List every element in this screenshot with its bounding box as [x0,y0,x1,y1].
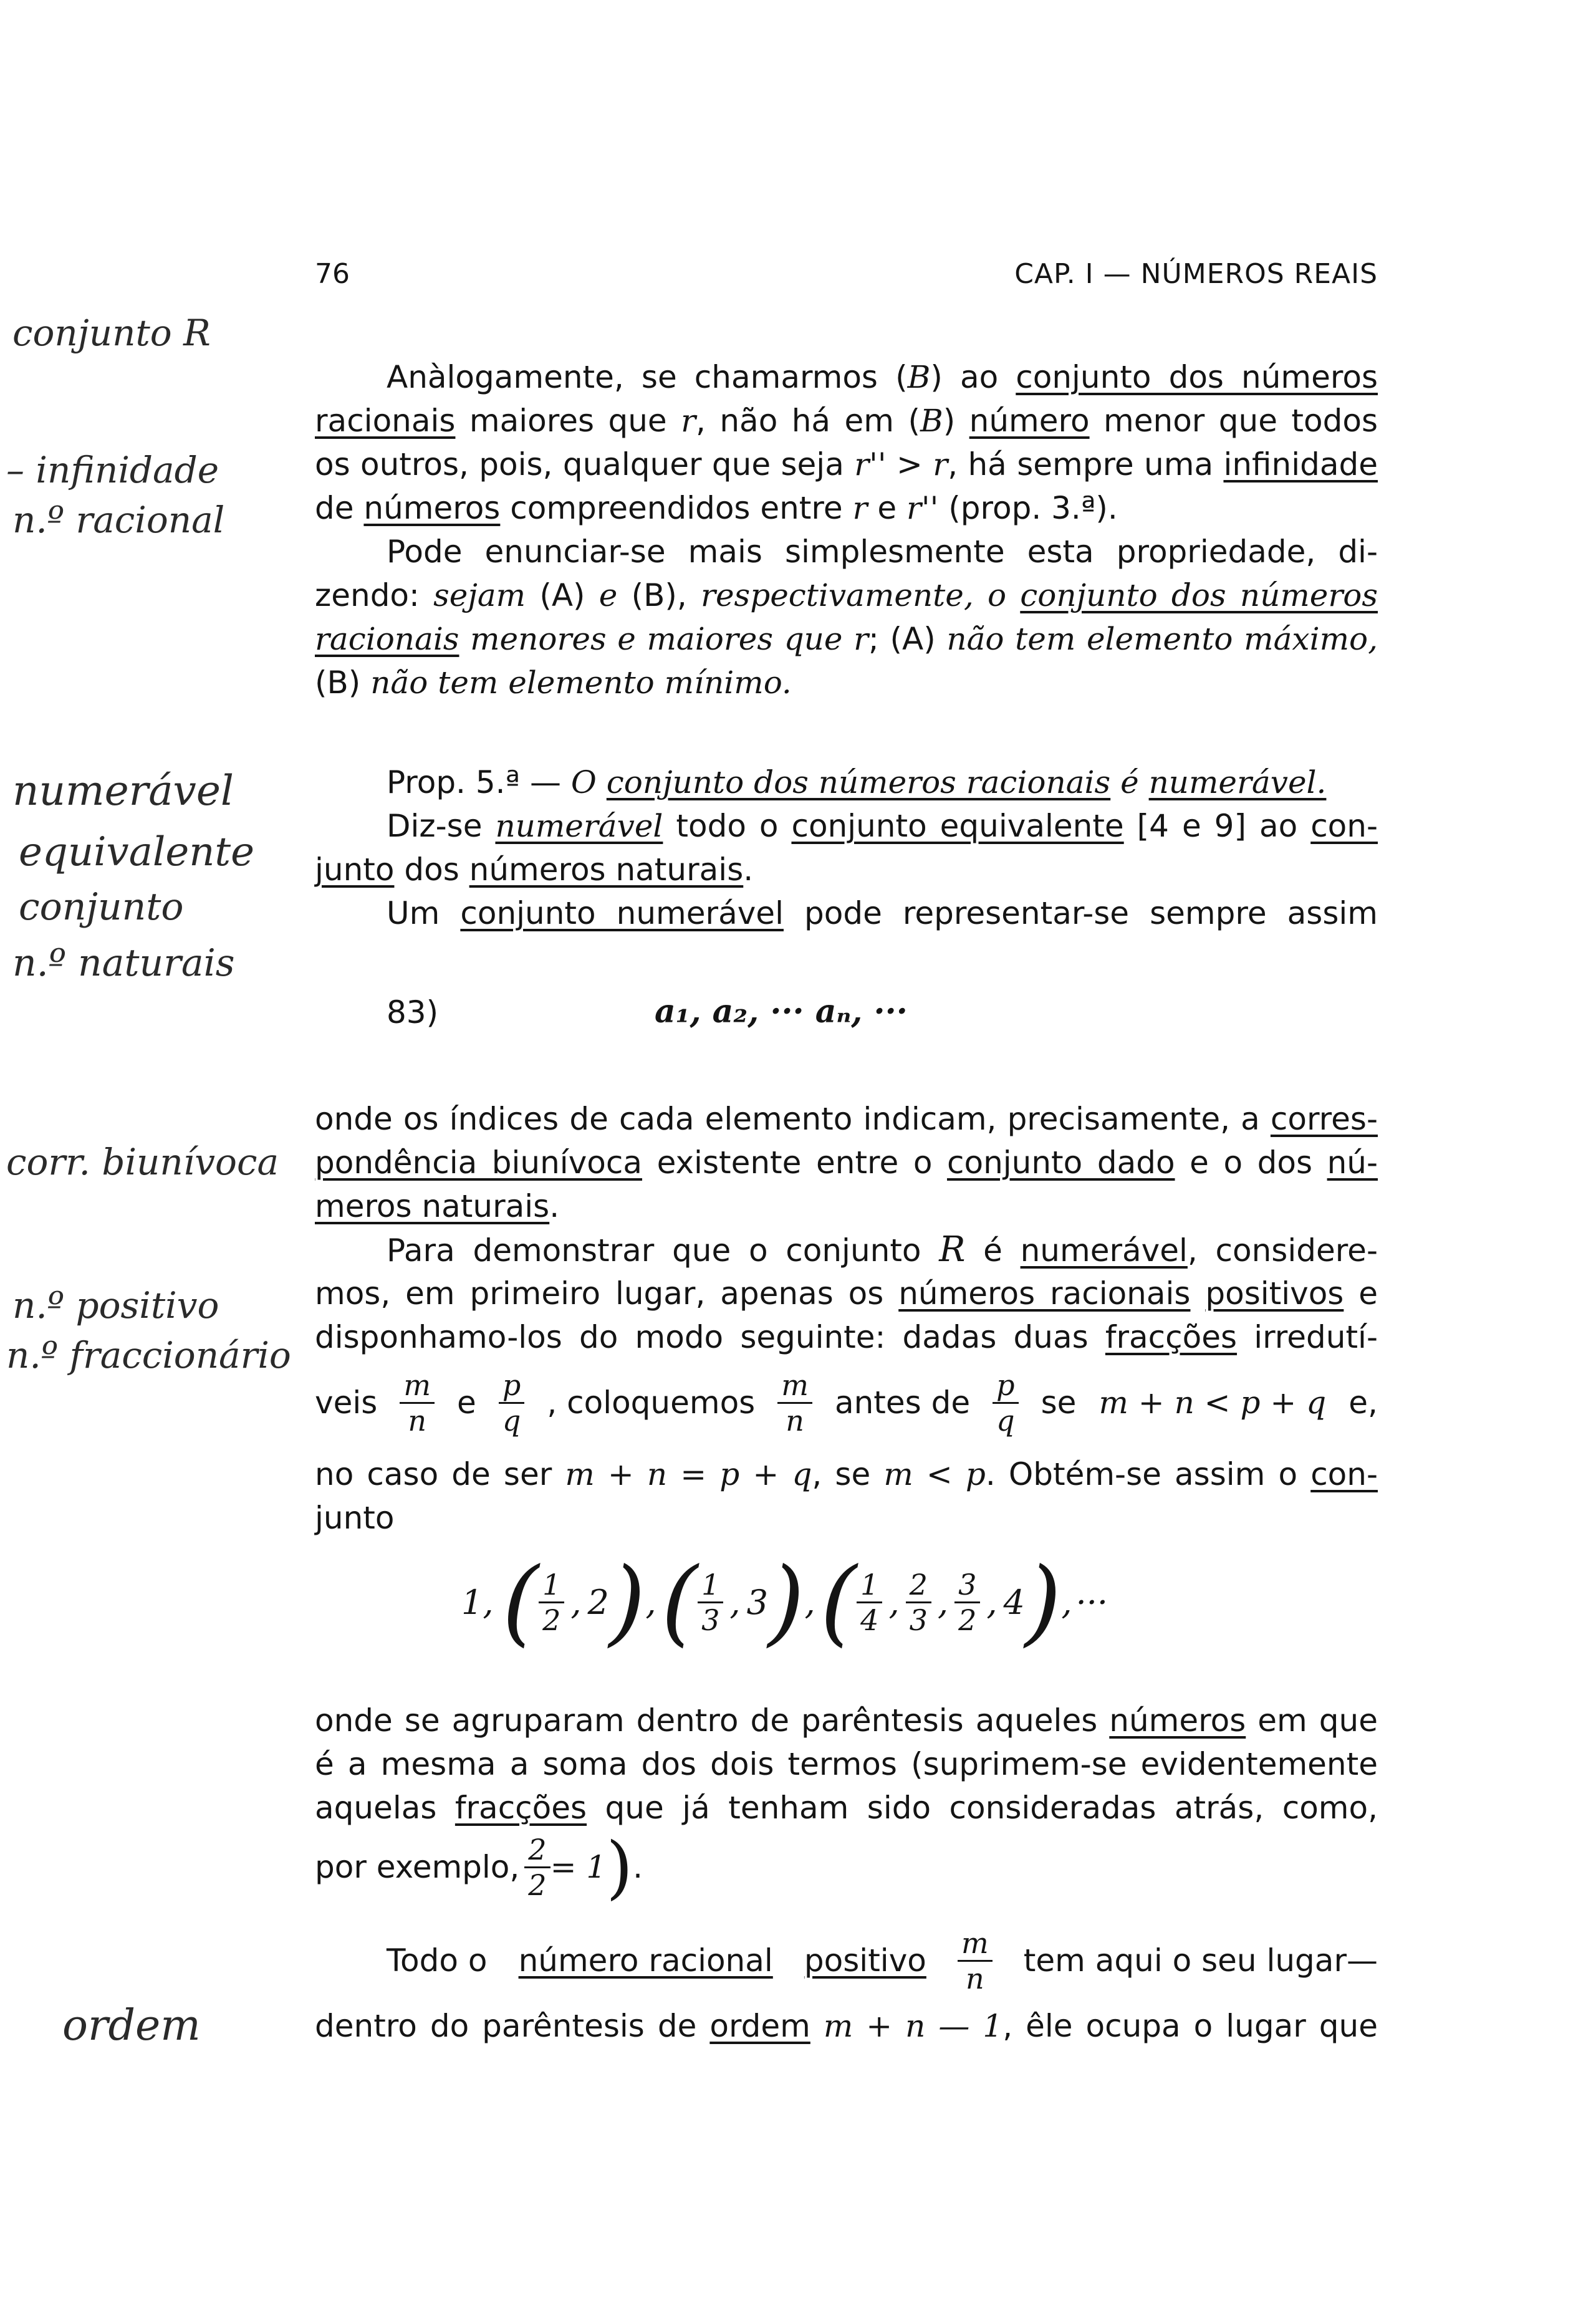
fraction-m-over-n-2: $\frac{m}{n}$ [777,1371,812,1435]
para1-line3: os outros, pois, qualquer que seja r'' > r, há sempre uma infinidade [315,446,1378,482]
margin-note-racional: n.º racional [12,499,225,541]
margin-note-conjunto-r: conjunto R [12,312,211,354]
margin-note-naturais: n.º naturais [12,941,235,985]
fraction-p-over-q: $\frac{p}{q}$ [499,1371,524,1435]
rep-line: Um conjunto numerável pode representar-se sempre assim [387,895,1378,931]
para4-line2: mos, em primeiro lugar, apenas os números racionais positivos e [315,1275,1378,1312]
margin-note-infinidade: – infinidade [6,449,219,491]
para2-line2: zendo: sejam (A) e (B), respectivamente, o conjunto dos números [315,577,1378,613]
margin-note-ordem: ordem [62,2001,201,2050]
margin-note-conjunto: conjunto [19,885,184,929]
para1-line1: Anàlogamente, se chamarmos (B) ao conjunto dos números [387,359,1378,395]
para4-line1: Para demonstrar que o conjunto R é numerável, considere- [387,1229,1378,1270]
margin-note-numeravel: numerável [12,767,234,815]
para1-line4: de números compreendidos entre r e r'' (prop. 3.ª). [315,490,1118,526]
margin-note-positivo: n.º positivo [12,1284,219,1327]
para6-line1: Todo o número racional positivo $\frac{m}{n}$ tem aqui o seu lugar— [387,1926,1378,1995]
margin-note-biunivoca: corr. biunívoca [6,1141,279,1183]
para5-line1: onde se agruparam dentro de parêntesis aqueles números em que [315,1702,1378,1739]
para4-line6: junto [315,1500,395,1536]
prop5-statement: Prop. 5.ª — O conjunto dos números racionais é numerável. [387,764,1327,800]
para3-line2: pondência biunívoca existente entre o conjunto dado e o dos nú- [315,1145,1378,1181]
running-title: CAP. I — NÚMEROS REAIS [1014,258,1378,290]
page-number: 76 [315,258,350,290]
para5-line3: aquelas fracções que já tenham sido consideradas atrás, como, [315,1790,1378,1826]
fraction-m-over-n: $\frac{m}{n}$ [400,1371,435,1435]
def-line1: Diz-se numerável todo o conjunto equivalente [4 e 9] ao con- [387,808,1378,844]
equation-83-sequence: a₁, a₂, ··· aₙ, ··· [655,992,908,1030]
para4-line3: disponhamo-los do modo seguinte: dadas duas fracções irredutí- [315,1319,1378,1355]
para4-line4: veis $\frac{m}{n}$ e $\frac{p}{q}$ , coloquemos $\frac{m}{n}$ antes de $\frac{p}{q}$ se m + n < p + q e, [315,1368,1378,1438]
para3-line1: onde os índices de cada elemento indicam, precisamente, a corres- [315,1101,1378,1137]
para2-line3: racionais menores e maiores que r; (A) não tem elemento máximo, [315,621,1378,657]
para3-line3: meros naturais. [315,1188,560,1224]
margin-note-fraccionario: n.º fraccionário [6,1334,291,1376]
equation-label-83: 83) [387,994,439,1030]
para6-line2: dentro do parêntesis de ordem m + n — 1, êle ocupa o lugar que [315,2008,1378,2044]
para1-line2: racionais maiores que r, não há em (B) número menor que todos [315,403,1378,439]
def-line2: junto dos números naturais. [315,852,754,888]
fraction-p-over-q-2: $\frac{p}{q}$ [993,1371,1018,1435]
para5-line4: por exemplo, $\frac{2}{2}$ = 1 ) . [315,1827,643,1907]
fraction-sequence: 1 , ( $\frac{1}{2}$ , 2 ) , ( $\frac{1}{3}$ , 3 ) , ( $\frac{1}{4}$ , $\frac{2}{3}$ , $\frac{3}{2}$ , 4 ) , ··· [461,1548,1108,1656]
para4-line5: no caso de ser m + n = p + q, se m < p. Obtém-se assim o con- [315,1456,1378,1492]
para2-line1: Pode enunciar-se mais simplesmente esta propriedade, di- [387,534,1378,570]
para5-line2: é a mesma a soma dos dois termos (suprimem-se evidentemente [315,1746,1378,1782]
margin-note-equivalente: equivalente [19,829,254,875]
para2-line4: (B) não tem elemento mínimo. [315,665,792,701]
